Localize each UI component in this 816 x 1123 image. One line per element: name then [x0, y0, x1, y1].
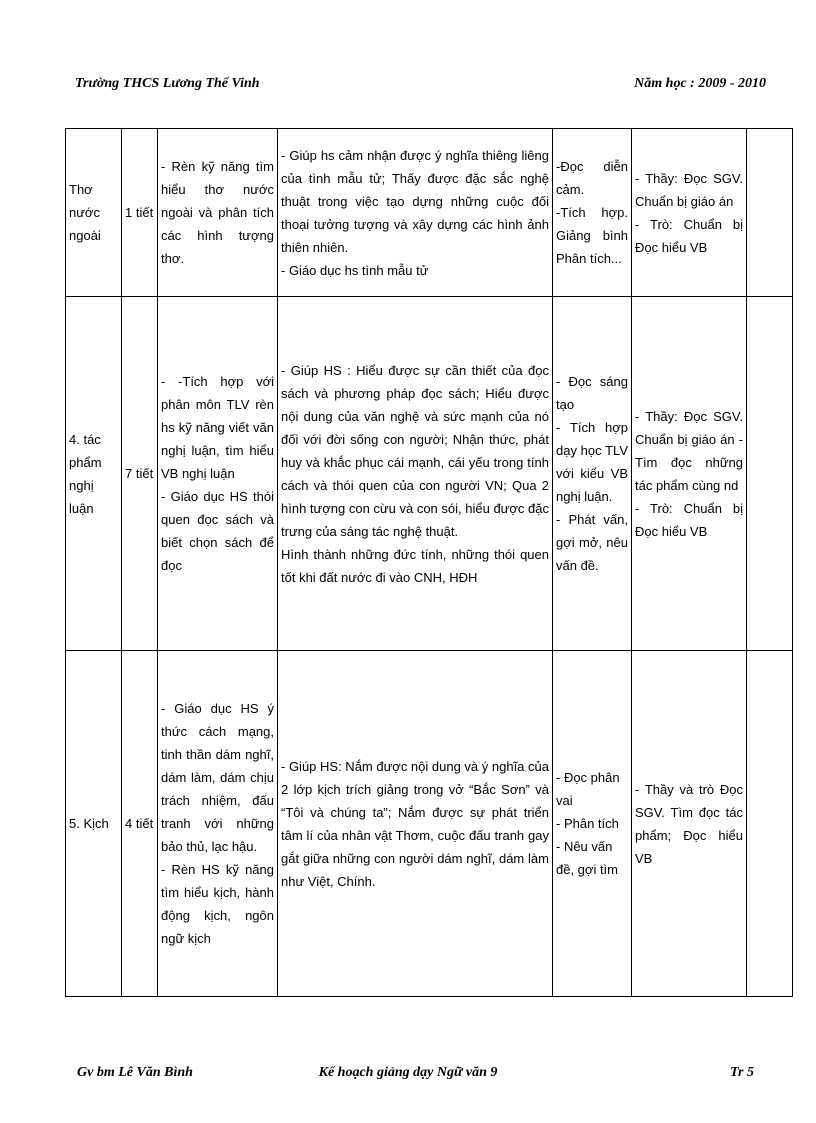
objective-line: - -Tích hợp với phân môn TLV rèn hs kỹ năng viết văn nghị luận, tìm hiểu VB nghị luận — [161, 374, 274, 481]
table-row — [66, 129, 793, 297]
lesson-preparation — [632, 297, 747, 651]
method-line: - Đọc sáng tạo — [556, 374, 628, 412]
method-line: - Phân tích — [556, 816, 619, 831]
lesson-notes — [747, 297, 793, 651]
lesson-periods: 4 tiết — [122, 651, 158, 997]
lesson-objectives — [158, 297, 278, 651]
lesson-content — [278, 651, 553, 997]
lesson-methods — [553, 651, 632, 997]
objective-line: - Rèn HS kỹ năng tìm hiểu kịch, hành động kịch, ngôn ngữ kịch — [161, 862, 274, 946]
lesson-preparation — [632, 129, 747, 297]
lesson-objectives — [158, 651, 278, 997]
content-line: - Giúp hs cảm nhận được ý nghĩa thiêng liêng của tình mẫu tử; Thấy được đặc sắc nghệ thuật trong việc tạo dựng những cuộc đối thoại tưởng tượng và xây dựng các hình ảnh thiên nhiên. — [281, 147, 549, 255]
method-line: - Nêu vấn đề, gợi tìm — [556, 839, 618, 877]
objective-line: - Giáo dục HS thói quen đọc sách và biết chọn sách để đọc — [161, 489, 274, 573]
content-line: - Giáo dục hs tình mẫu tử — [281, 262, 429, 278]
teacher-name: Gv bm Lê Văn Bình — [77, 1065, 193, 1080]
school-year: Năm học : 2009 - 2010 — [634, 76, 766, 91]
lesson-content — [278, 297, 553, 651]
lesson-methods — [553, 297, 632, 651]
content-line: Hình thành những đức tính, những thói quen tốt khi đất nước đi vào CNH, HĐH — [281, 546, 549, 585]
preparation-line: - Thầy và trò Đọc SGV. Tìm đọc tác phẩm; Đọc hiểu VB — [635, 781, 743, 866]
method-line: - Tích hợp dạy học TLV với kiểu VB nghị luận. — [556, 420, 628, 504]
method-line: - Đọc phân vai — [556, 770, 620, 808]
preparation-line: - Thầy: Đọc SGV. Chuẩn bị giáo án — [635, 170, 743, 209]
method-line: - Phát vấn, gợi mở, nêu vấn đề. — [556, 512, 628, 573]
content-line: - Giúp HS : Hiểu được sự cần thiết của đọc sách và phương pháp đọc sách; Hiểu được nội dung của văn nghệ và sức mạnh của nó đối với đời sống con người; Nhận thức, phát huy và khắc phục cái mạnh, cái yếu trong tính cách và thói quen của con người VN; Qua 2 hình tượng con cừu và con sói, hiểu được đặc trưng của sáng tác nghệ thuật. — [281, 362, 549, 539]
lesson-name: 4. tác phẩm nghị luận — [66, 297, 122, 651]
page-number: Tr 5 — [730, 1065, 754, 1080]
table-row — [66, 297, 793, 651]
method-line: -Đọc diễn cảm. — [556, 159, 628, 197]
lesson-notes — [747, 129, 793, 297]
lesson-name: 5. Kịch — [66, 651, 122, 997]
lesson-notes — [747, 651, 793, 997]
teaching-plan-table — [65, 128, 793, 997]
preparation-line: - Trò: Chuẩn bị Đọc hiểu VB — [635, 500, 743, 539]
lesson-name: Thơ nước ngoài — [66, 129, 122, 297]
lesson-periods: 1 tiết — [122, 129, 158, 297]
method-line: -Tích hợp. Giảng bình Phân tích... — [556, 205, 628, 266]
content-line: - Giúp HS: Nắm được nội dung và ý nghĩa của 2 lớp kịch trích giảng trong vở “Bắc Sơn” và “Tôi và chúng ta”; Nắm được sự phát triển tâm lí của nhân vật Thơm, cuộc đấu tranh gay gắt giữa những con người dám nghĩ, dám làm như Việt, Chính. — [281, 758, 549, 889]
table-row — [66, 651, 793, 997]
lesson-methods — [553, 129, 632, 297]
preparation-line: - Thầy: Đọc SGV. Chuẩn bị giáo án - Tìm đọc những tác phẩm cùng nd — [635, 408, 743, 493]
preparation-line: - Trò: Chuẩn bị Đọc hiểu VB — [635, 216, 743, 255]
lesson-preparation — [632, 651, 747, 997]
lesson-periods: 7 tiết — [122, 297, 158, 651]
school-name: Trường THCS Lương Thế Vinh — [75, 76, 260, 91]
lesson-content — [278, 129, 553, 297]
objective-line: - Giáo dục HS ý thức cách mạng, tinh thần dám nghĩ, dám làm, dám chịu trách nhiệm, đấu tranh với những bảo thủ, lạc hậu. — [161, 701, 274, 854]
document-title: Kế hoạch giảng dạy Ngữ văn 9 — [318, 1065, 498, 1080]
lesson-objectives: - Rèn kỹ năng tìm hiểu thơ nước ngoài và phân tích các hình tượng thơ. — [158, 129, 278, 297]
